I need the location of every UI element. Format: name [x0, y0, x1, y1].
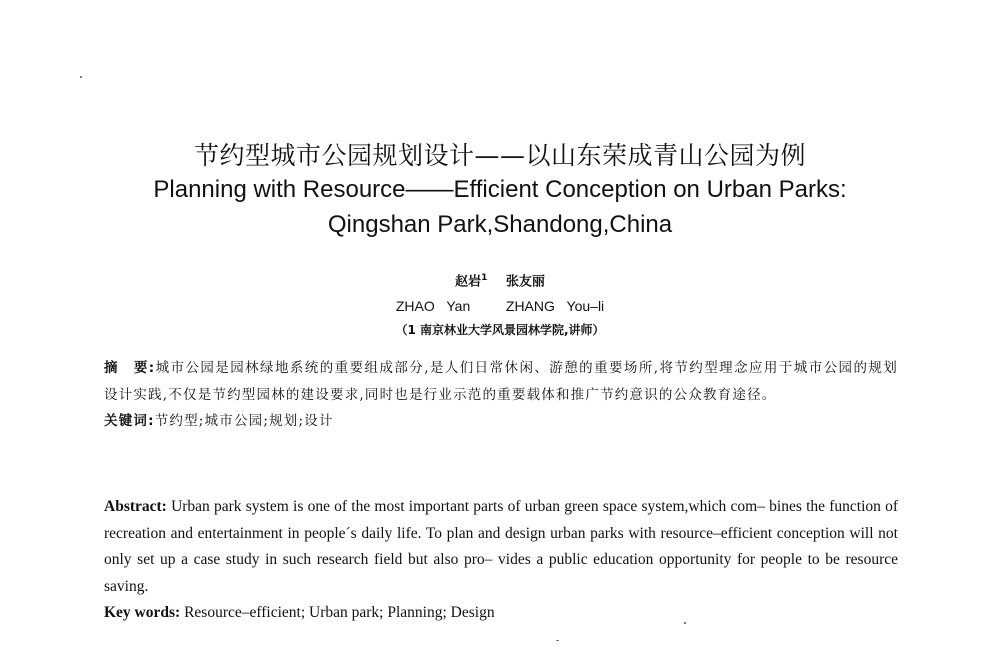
author-affiliation: （1 南京林业大学风景园林学院,讲师） — [395, 323, 605, 338]
keywords-chinese-text: 节约型;城市公园;规划;设计 — [154, 413, 334, 429]
abstract-english-label: Abstract: — [104, 498, 167, 515]
abstract-chinese-label: 摘 要: — [104, 360, 156, 376]
title-english-line-1: Planning with Resource——Efficient Conception on Urban Parks: — [153, 176, 847, 203]
title-block — [0, 140, 1000, 242]
keywords-chinese — [104, 408, 898, 435]
affiliation-marker: 1 — [481, 273, 488, 283]
title-english-line-2: Qingshan Park,Shandong,China — [327, 211, 673, 238]
abstract-chinese — [104, 355, 898, 435]
abstract-chinese-text: 城市公园是园林绿地系统的重要组成部分,是人们日常休闲、游憩的重要场所,将节约型理念应用于城市公园的规划设计实践,不仅是节约型园林的建设要求,同时也是行业示范的重要载体和推广节约意识的公众教育途径。 — [104, 360, 899, 403]
authors-block — [0, 266, 1000, 342]
keywords-english — [104, 600, 898, 627]
author-name-cn-2: 张友丽 — [505, 274, 545, 290]
authors-english: ZHAO Yan ZHANG You–li — [395, 298, 605, 315]
scan-speck — [80, 76, 82, 78]
authors-chinese — [0, 266, 1000, 294]
keywords-english-text: Resource–efficient; Urban park; Planning; Design — [184, 604, 495, 621]
abstract-chinese-body — [104, 355, 898, 408]
abstract-english-text: Urban park system is one of the most important parts of urban green space system,which com– bines the function of recreation and entertainment in people´s daily life. To plan and design urban parks with resource–efficient conception will not only set up a case study in such research field but also pro– vides a public education opportunity for people to be resource saving. — [104, 498, 899, 595]
title-chinese: 节约型城市公园规划设计——以山东荣成青山公园为例 — [193, 141, 806, 170]
abstract-english — [104, 494, 898, 627]
author-name-cn-1: 赵岩 — [455, 274, 482, 290]
keywords-chinese-label: 关键词: — [104, 413, 155, 429]
keywords-english-label: Key words: — [104, 604, 181, 621]
abstract-english-body — [104, 494, 898, 600]
scan-speck — [556, 640, 559, 641]
